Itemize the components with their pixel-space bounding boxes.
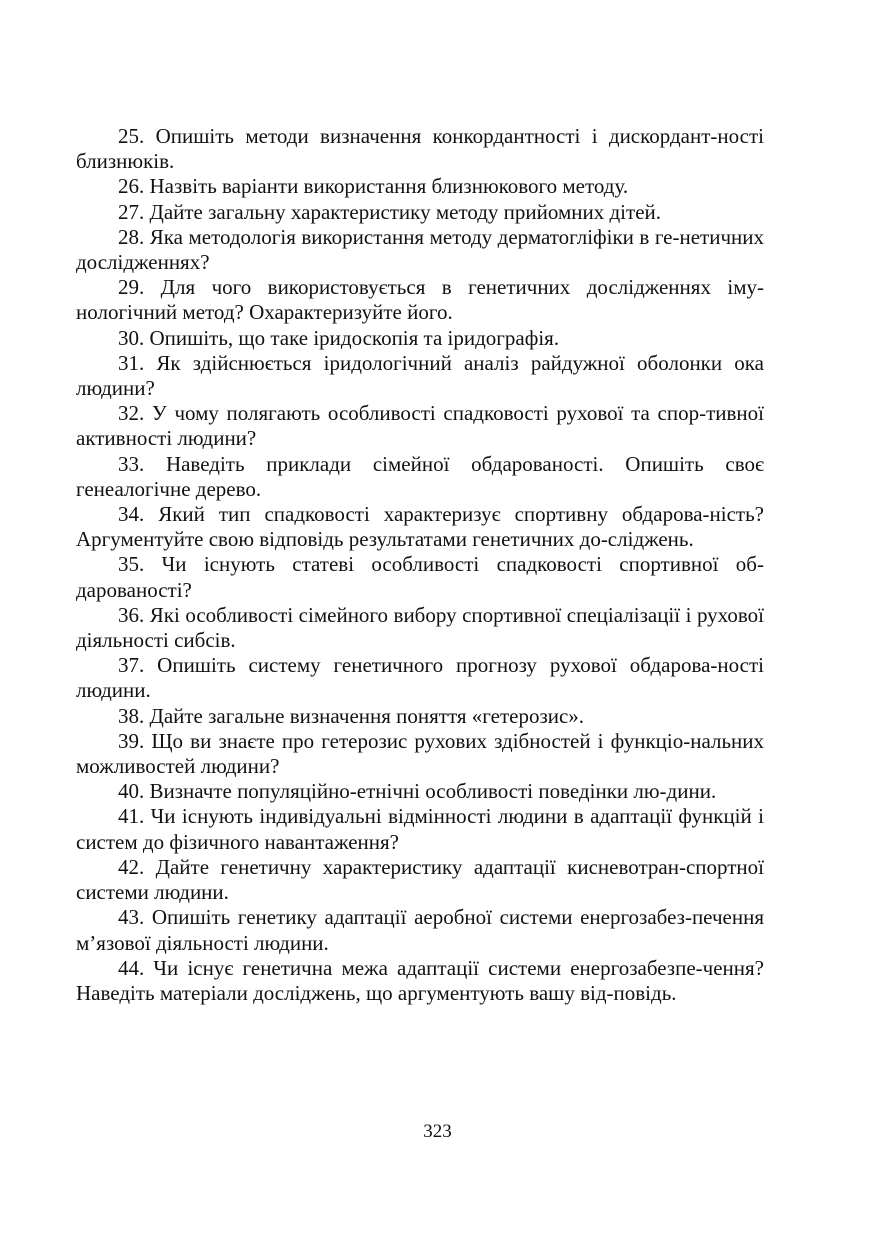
question-41: 41. Чи існують індивідуальні відмінності людини в адаптації функцій і систем до фізичного навантаження? xyxy=(76,804,764,854)
question-42: 42. Дайте генетичну характеристику адаптації кисневотран-спортної системи людини. xyxy=(76,854,764,905)
question-33: 33. Наведіть приклади сімейної обдарованості. Опишіть своє генеалогічне дерево. xyxy=(76,451,764,501)
question-44: 44. Чи існує генетична межа адаптації системи енергозабезпе-чення? Наведіть матеріали досліджень, що аргументують вашу від-повідь. xyxy=(76,955,764,1005)
question-30: 30. Опишіть, що таке іридоскопія та іридографія. xyxy=(118,325,560,350)
question-39: 39. Що ви знаєте про гетерозис рухових здібностей і функціо-нальних можливостей людини? xyxy=(76,728,764,779)
page-number: 323 xyxy=(423,1121,452,1142)
question-list xyxy=(76,124,764,1006)
question-34: 34. Який тип спадковості характеризує спортивну обдарова-ність? Аргументуйте свою відповідь результатами генетичних до-сліджень. xyxy=(76,502,764,552)
question-32: 32. У чому полягають особливості спадковості рухової та спор-тивної активності людини? xyxy=(76,401,764,451)
question-38: 38. Дайте загальне визначення поняття «гетерозис». xyxy=(118,703,585,728)
question-37: 37. Опишіть систему генетичного прогнозу рухової обдарова-ності людини. xyxy=(76,653,764,703)
question-25: 25. Опишіть методи визначення конкордантності і дискордант-ності близнюків. xyxy=(76,124,764,174)
question-40: 40. Визначте популяційно-етнічні особливості поведінки лю-дини. xyxy=(118,779,717,804)
question-31: 31. Як здійснюється іридологічний аналіз райдужної оболонки ока людини? xyxy=(76,350,764,401)
question-28: 28. Яка методологія використання методу дерматогліфіки в ге-нетичних дослідженнях? xyxy=(76,224,764,275)
question-36: 36. Які особливості сімейного вибору спортивної спеціалізації і рухової діяльності сибсів. xyxy=(76,602,764,653)
question-26: 26. Назвіть варіанти використання близнюкового методу. xyxy=(118,174,629,199)
question-43: 43. Опишіть генетику адаптації аеробної системи енергозабез-печення м’язової діяльності людини. xyxy=(76,905,764,955)
question-29: 29. Для чого використовується в генетичних дослідженнях іму-нологічний метод? Охарактеризуйте його. xyxy=(76,275,764,325)
question-27: 27. Дайте загальну характеристику методу прийомних дітей. xyxy=(118,199,662,224)
question-35: 35. Чи існують статеві особливості спадковості спортивної об-дарованості? xyxy=(76,552,764,602)
